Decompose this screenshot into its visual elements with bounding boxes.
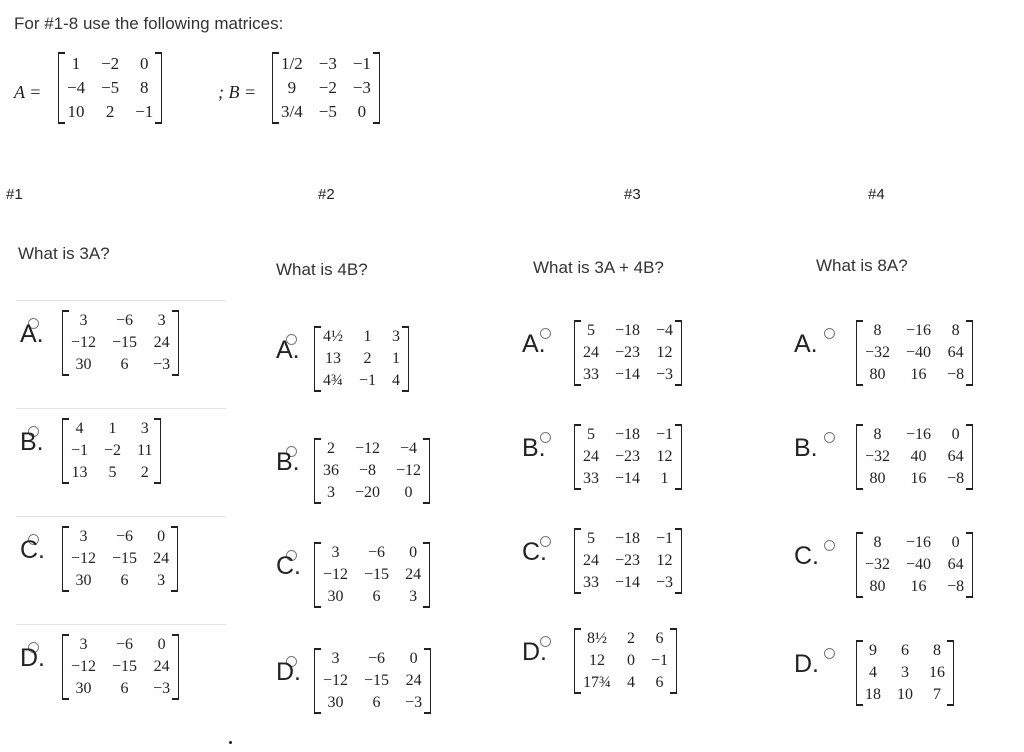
matrix-cell: 8 (873, 322, 882, 339)
option-letter[interactable]: B. (276, 448, 300, 476)
matrix-cell: 7 (933, 686, 941, 703)
matrix-cell: −32 (865, 344, 891, 361)
matrix-cell: 11 (137, 442, 153, 459)
matrix-b (272, 52, 380, 129)
matrix-cell: −1 (656, 426, 674, 443)
matrix-cell: 80 (869, 578, 886, 595)
matrix-a (58, 52, 162, 129)
option-letter[interactable]: B. (20, 428, 44, 456)
matrix-cell: −8 (947, 578, 965, 595)
matrix-cell: 1 (363, 328, 372, 345)
matrix-cell: 13 (71, 464, 88, 481)
matrix-cell: 3 (331, 544, 340, 561)
matrix-b-label: ; B = (218, 82, 257, 102)
matrix-cell: −6 (116, 528, 134, 545)
matrix-cell: 24 (583, 448, 599, 465)
option-letter[interactable]: C. (522, 538, 547, 566)
matrix-cell: 1 (392, 350, 401, 367)
answer-matrix[interactable] (574, 628, 677, 699)
answer-matrix[interactable] (856, 532, 973, 603)
answer-matrix[interactable] (856, 640, 954, 711)
matrix-cell: 6 (655, 630, 664, 647)
matrix-cell: 80 (869, 470, 886, 487)
matrix-cell: 1 (108, 420, 117, 437)
answer-matrix[interactable] (574, 528, 682, 599)
question-prompt: What is 4B? (276, 260, 368, 279)
matrix-cell: −2 (318, 78, 337, 97)
matrix-cell: 6 (120, 356, 129, 373)
option-letter[interactable]: A. (522, 330, 546, 358)
matrix-cell: −20 (355, 484, 381, 501)
matrix-cell: −40 (906, 344, 932, 361)
option-divider (16, 408, 226, 409)
matrix-cell: 0 (157, 528, 166, 545)
option-letter[interactable]: D. (522, 638, 547, 666)
matrix-cell: 8 (873, 426, 882, 443)
matrix-cell: 2 (363, 350, 372, 367)
matrix-cell: 24 (583, 344, 599, 361)
matrix-cell: 18 (865, 686, 881, 703)
matrix-cell: 30 (327, 588, 344, 605)
answer-matrix[interactable] (314, 648, 431, 719)
matrix-cell: 12 (656, 448, 673, 465)
matrix-cell: 17¾ (583, 674, 611, 691)
answer-matrix[interactable] (62, 310, 179, 381)
matrix-cell: 0 (951, 534, 960, 551)
matrix-cell: −18 (615, 530, 641, 547)
matrix-cell: −15 (112, 658, 138, 675)
matrix-cell: −1 (359, 372, 377, 389)
matrix-cell: 3/4 (281, 102, 303, 121)
matrix-cell: 30 (75, 356, 92, 373)
matrix-cell: 16 (929, 664, 945, 681)
matrix-cell: 33 (583, 470, 599, 487)
matrix-cell: 0 (139, 54, 149, 73)
matrix-cell: 3 (409, 588, 418, 605)
matrix-cell: −12 (396, 462, 422, 479)
matrix-cell: −6 (368, 650, 386, 667)
option-divider (16, 516, 226, 517)
option-divider (16, 300, 226, 301)
matrix-cell: 1/2 (281, 54, 303, 73)
matrix-cell: 0 (409, 544, 418, 561)
matrix-cell: 12 (589, 652, 605, 669)
matrix-cell: −1 (135, 102, 154, 121)
matrix-cell: 4 (627, 674, 635, 691)
answer-matrix[interactable] (314, 326, 409, 397)
matrix-cell: 3 (79, 312, 88, 329)
matrix-cell: −16 (906, 426, 932, 443)
matrix-cell: 5 (587, 426, 595, 443)
matrix-cell: −3 (318, 54, 337, 73)
matrix-cell: 9 (869, 642, 877, 659)
matrix-cell: −1 (71, 442, 89, 459)
matrix-cell: 3 (79, 528, 88, 545)
matrix-cell: 2 (627, 630, 635, 647)
answer-matrix[interactable] (856, 320, 973, 391)
matrix-cell: 4 (392, 372, 401, 389)
matrix-cell: 13 (325, 350, 341, 367)
answer-matrix[interactable] (314, 542, 430, 613)
matrix-cell: −3 (352, 78, 371, 97)
option-letter[interactable]: B. (794, 434, 818, 462)
matrix-cell: −15 (364, 566, 390, 583)
option-letter[interactable]: A. (794, 330, 818, 358)
matrix-cell: 1 (71, 54, 81, 73)
matrix-cell: 64 (947, 448, 964, 465)
matrix-cell: −2 (101, 54, 120, 73)
matrix-cell: 30 (75, 680, 92, 697)
matrix-cell: −4 (656, 322, 674, 339)
option-letter[interactable]: C. (20, 536, 45, 564)
matrix-cell: −32 (865, 448, 891, 465)
matrix-cell: 30 (327, 694, 344, 711)
matrix-cell: −40 (906, 556, 932, 573)
matrix-cell: −15 (112, 334, 138, 351)
answer-matrix[interactable] (574, 320, 682, 391)
matrix-cell: −12 (71, 658, 97, 675)
matrix-cell: 33 (583, 366, 599, 383)
matrix-cell: 80 (869, 366, 886, 383)
question-number: #1 (6, 186, 23, 203)
matrix-cell: 4 (75, 420, 84, 437)
matrix-cell: 36 (323, 462, 339, 479)
matrix-cell: 8 (951, 322, 960, 339)
matrix-cell: 4 (869, 664, 877, 681)
answer-radio[interactable] (824, 432, 835, 443)
option-letter[interactable]: D. (276, 658, 301, 686)
matrix-cell: −12 (71, 334, 97, 351)
matrix-cell: 4¾ (323, 372, 343, 389)
matrix-cell: −8 (947, 470, 965, 487)
matrix-cell: 6 (372, 694, 381, 711)
question-number: #3 (624, 186, 641, 203)
matrix-cell: 24 (153, 334, 170, 351)
question-prompt: What is 8A? (816, 256, 908, 275)
matrix-cell: −23 (615, 448, 641, 465)
matrix-cell: −3 (153, 356, 171, 373)
matrix-cell: 5 (108, 464, 117, 481)
matrix-cell: 10 (897, 686, 913, 703)
matrix-cell: 2 (105, 102, 115, 121)
matrix-cell: −3 (405, 694, 423, 711)
matrix-cell: 8 (139, 78, 149, 97)
matrix-cell: 40 (910, 448, 927, 465)
answer-matrix[interactable] (314, 438, 430, 509)
option-letter[interactable]: C. (276, 552, 301, 580)
option-letter[interactable]: A. (20, 320, 44, 348)
matrix-a-label: A = (14, 82, 42, 102)
matrix-cell: −1 (651, 652, 669, 669)
matrix-cell: −32 (865, 556, 891, 573)
matrix-cell: 24 (583, 552, 599, 569)
matrix-cell: −12 (323, 566, 349, 583)
matrix-cell: 6 (120, 680, 129, 697)
matrix-cell: 3 (331, 650, 340, 667)
matrix-cell: 24 (153, 658, 170, 675)
matrix-cell: 1 (660, 470, 669, 487)
answer-matrix[interactable] (62, 418, 161, 489)
matrix-cell: 0 (357, 102, 367, 121)
matrix-cell: −6 (116, 312, 134, 329)
matrix-cell: 8 (933, 642, 941, 659)
matrix-cell: −12 (71, 550, 97, 567)
matrix-cell: 3 (392, 328, 401, 345)
matrix-cell: 0 (951, 426, 960, 443)
matrix-cell: −14 (615, 574, 641, 591)
matrix-cell: −2 (104, 442, 122, 459)
answer-radio[interactable] (824, 540, 835, 551)
matrix-cell: −23 (615, 344, 641, 361)
matrix-cell: 0 (404, 484, 413, 501)
answer-radio[interactable] (824, 648, 835, 659)
matrix-cell: −6 (116, 636, 134, 653)
matrix-cell: 3 (327, 484, 335, 501)
matrix-cell: 12 (656, 344, 673, 361)
matrix-cell: −3 (656, 366, 674, 383)
matrix-cell: 16 (910, 470, 927, 487)
matrix-cell: 0 (409, 650, 418, 667)
matrix-cell: 24 (405, 566, 422, 583)
question-number: #2 (318, 186, 335, 203)
matrix-cell: −14 (615, 366, 641, 383)
matrix-cell: 12 (656, 552, 673, 569)
matrix-cell: 2 (327, 440, 335, 457)
matrix-cell: 9 (287, 78, 297, 97)
stray-dot (229, 741, 232, 744)
answer-matrix[interactable] (62, 634, 179, 705)
matrix-cell: 16 (910, 366, 927, 383)
matrix-cell: −16 (906, 534, 932, 551)
question-prompt: What is 3A? (18, 244, 110, 263)
matrix-cell: −16 (906, 322, 932, 339)
instructions-text: For #1-8 use the following matrices: (14, 14, 284, 33)
matrix-cell: −4 (400, 440, 418, 457)
matrix-cell: 24 (153, 550, 170, 567)
matrix-cell: 6 (372, 588, 381, 605)
matrix-cell: −3 (153, 680, 171, 697)
matrix-cell: 3 (140, 420, 149, 437)
option-letter[interactable]: A. (276, 336, 300, 364)
matrix-cell: −5 (318, 102, 337, 121)
answer-radio[interactable] (824, 328, 835, 339)
matrix-cell: 8½ (587, 630, 607, 647)
matrix-cell: 3 (79, 636, 88, 653)
matrix-cell: 6 (120, 572, 129, 589)
matrix-cell: 2 (140, 464, 149, 481)
matrix-cell: 30 (75, 572, 92, 589)
option-letter[interactable]: D. (794, 650, 819, 678)
matrix-cell: −23 (615, 552, 641, 569)
matrix-cell: 6 (901, 642, 909, 659)
matrix-cell: −1 (352, 54, 371, 73)
matrix-cell: −6 (368, 544, 386, 561)
matrix-cell: 4½ (323, 328, 343, 345)
matrix-cell: 3 (157, 572, 166, 589)
question-number: #4 (868, 186, 885, 203)
matrix-cell: 5 (587, 322, 595, 339)
matrix-cell: 64 (947, 556, 964, 573)
matrix-cell: 24 (405, 672, 422, 689)
matrix-cell: −1 (656, 530, 674, 547)
option-letter[interactable]: D. (20, 644, 45, 672)
matrix-cell: 64 (947, 344, 964, 361)
matrix-cell: −12 (323, 672, 349, 689)
answer-matrix[interactable] (574, 424, 682, 495)
matrix-cell: 5 (587, 530, 595, 547)
option-divider (16, 624, 226, 625)
answer-matrix[interactable] (62, 526, 178, 597)
matrix-cell: 6 (655, 674, 664, 691)
option-letter[interactable]: B. (522, 434, 546, 462)
matrix-cell: 0 (157, 636, 166, 653)
question-prompt: What is 3A + 4B? (533, 258, 664, 277)
answer-matrix[interactable] (856, 424, 973, 495)
matrix-cell: −8 (947, 366, 965, 383)
matrix-cell: 16 (910, 578, 927, 595)
matrix-cell: −15 (364, 672, 390, 689)
matrix-cell: 0 (627, 652, 635, 669)
matrix-cell: −18 (615, 322, 641, 339)
option-letter[interactable]: C. (794, 542, 819, 570)
matrix-cell: −3 (656, 574, 674, 591)
matrix-cell: 3 (901, 664, 909, 681)
matrix-cell: −8 (359, 462, 377, 479)
matrix-cell: 10 (67, 102, 85, 121)
matrix-cell: 33 (583, 574, 599, 591)
matrix-cell: −4 (67, 78, 86, 97)
matrix-cell: 8 (873, 534, 882, 551)
matrix-cell: 3 (157, 312, 166, 329)
matrix-cell: −14 (615, 470, 641, 487)
matrix-cell: −5 (101, 78, 120, 97)
matrix-cell: −18 (615, 426, 641, 443)
matrix-cell: −15 (112, 550, 138, 567)
matrix-cell: −12 (355, 440, 381, 457)
